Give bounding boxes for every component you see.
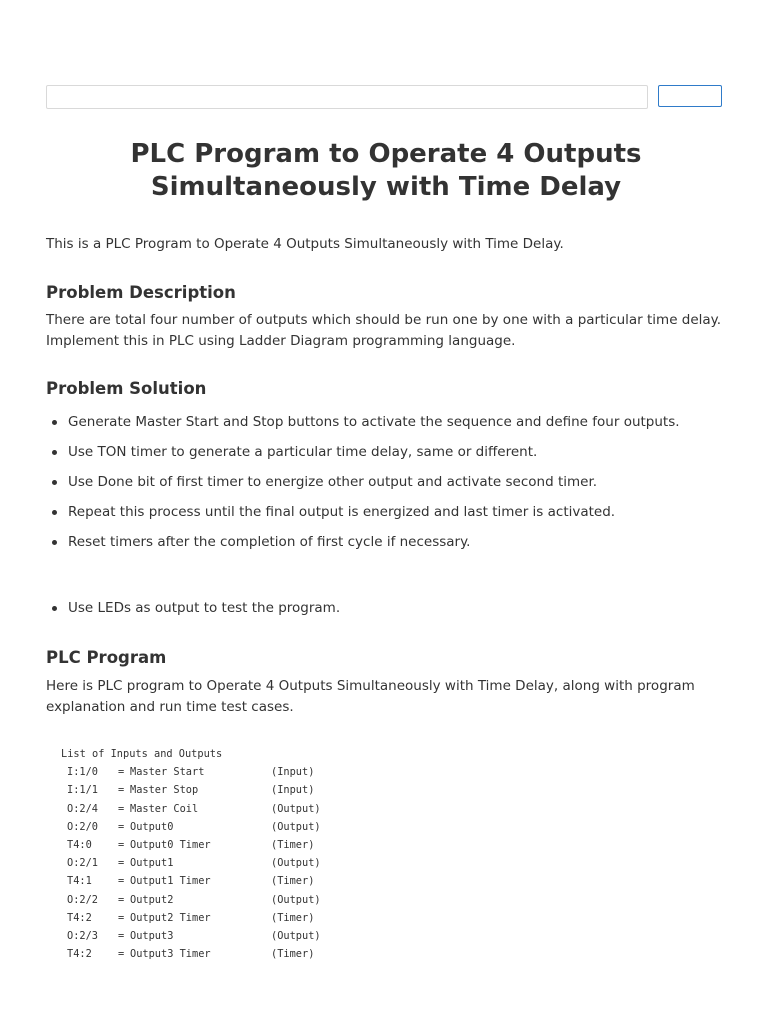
search-button[interactable] [658, 85, 722, 107]
problem-description-heading: Problem Description [46, 283, 236, 302]
io-row: O:2/4 = Master Coil (Output) [61, 800, 321, 818]
io-label: Output0 Timer [130, 838, 211, 851]
plc-program-heading: PLC Program [46, 648, 167, 667]
list-item: Use Done bit of first timer to energize other output and activate second timer. [46, 472, 680, 502]
problem-solution-list-extra [46, 598, 340, 628]
io-address: O:2/4 [67, 802, 98, 815]
io-type: (Output) [271, 893, 321, 906]
io-type: (Input) [271, 766, 315, 779]
list-item: Generate Master Start and Stop buttons to activate the sequence and define four outputs. [46, 412, 680, 442]
io-list-code-block [61, 745, 321, 963]
io-label: Master Stop [130, 784, 199, 797]
io-address: T4:1 [67, 875, 92, 888]
io-label: Master Start [130, 766, 205, 779]
io-label: Master Coil [130, 802, 199, 815]
problem-description-text: There are total four number of outputs which should be run one by one with a particular time delay. Implement this in PLC using Ladder Diagram programming language. [46, 312, 722, 349]
io-row: T4:2 = Output2 Timer (Timer) [61, 909, 321, 927]
io-type: (Output) [271, 857, 321, 870]
io-label: Output3 Timer [130, 948, 211, 961]
article-content [46, 138, 726, 961]
list-item: Use LEDs as output to test the program. [46, 598, 340, 628]
io-row: T4:1 = Output1 Timer (Timer) [61, 872, 321, 890]
page-title: PLC Program to Operate 4 Outputs Simultaneously with Time Delay [130, 139, 642, 202]
io-type: (Input) [271, 784, 315, 797]
io-type: (Timer) [271, 911, 315, 924]
io-type: (Output) [271, 820, 321, 833]
io-row: O:2/1 = Output1 (Output) [61, 854, 321, 872]
io-address: O:2/2 [67, 893, 98, 906]
io-row: T4:0 = Output0 Timer (Timer) [61, 836, 321, 854]
io-address: O:2/3 [67, 929, 98, 942]
io-label: Output1 Timer [130, 875, 211, 888]
io-label: Output3 [130, 929, 174, 942]
io-address: T4:2 [67, 911, 92, 924]
io-address: I:1/1 [67, 784, 98, 797]
intro-paragraph: This is a PLC Program to Operate 4 Outputs Simultaneously with Time Delay. [46, 236, 564, 252]
io-address: I:1/0 [67, 766, 98, 779]
problem-solution-heading: Problem Solution [46, 379, 207, 398]
io-address: T4:0 [67, 838, 92, 851]
problem-solution-list [46, 412, 680, 562]
list-item: Use TON timer to generate a particular time delay, same or different. [46, 442, 680, 472]
io-list-title: List of Inputs and Outputs [61, 748, 223, 760]
plc-program-text: Here is PLC program to Operate 4 Outputs Simultaneously with Time Delay, along with program explanation and run time test cases. [46, 678, 695, 715]
io-row: O:2/2 = Output2 (Output) [61, 891, 321, 909]
io-type: (Timer) [271, 948, 315, 961]
io-label: Output1 [130, 857, 174, 870]
io-row: T4:2 = Output3 Timer (Timer) [61, 945, 321, 963]
io-row: O:2/0 = Output0 (Output) [61, 818, 321, 836]
io-row: O:2/3 = Output3 (Output) [61, 927, 321, 945]
io-type: (Timer) [271, 875, 315, 888]
list-item: Reset timers after the completion of first cycle if necessary. [46, 532, 680, 562]
search-bar [46, 85, 768, 111]
io-address: O:2/0 [67, 820, 98, 833]
io-type: (Output) [271, 929, 321, 942]
io-row: I:1/1 = Master Stop (Input) [61, 781, 321, 799]
io-label: Output2 Timer [130, 911, 211, 924]
io-type: (Timer) [271, 838, 315, 851]
io-address: T4:2 [67, 948, 92, 961]
search-input[interactable] [46, 85, 648, 109]
list-item: Repeat this process until the final output is energized and last timer is activated. [46, 502, 680, 532]
io-label: Output2 [130, 893, 174, 906]
io-address: O:2/1 [67, 857, 98, 870]
io-label: Output0 [130, 820, 174, 833]
io-type: (Output) [271, 802, 321, 815]
io-row: I:1/0 = Master Start (Input) [61, 763, 321, 781]
